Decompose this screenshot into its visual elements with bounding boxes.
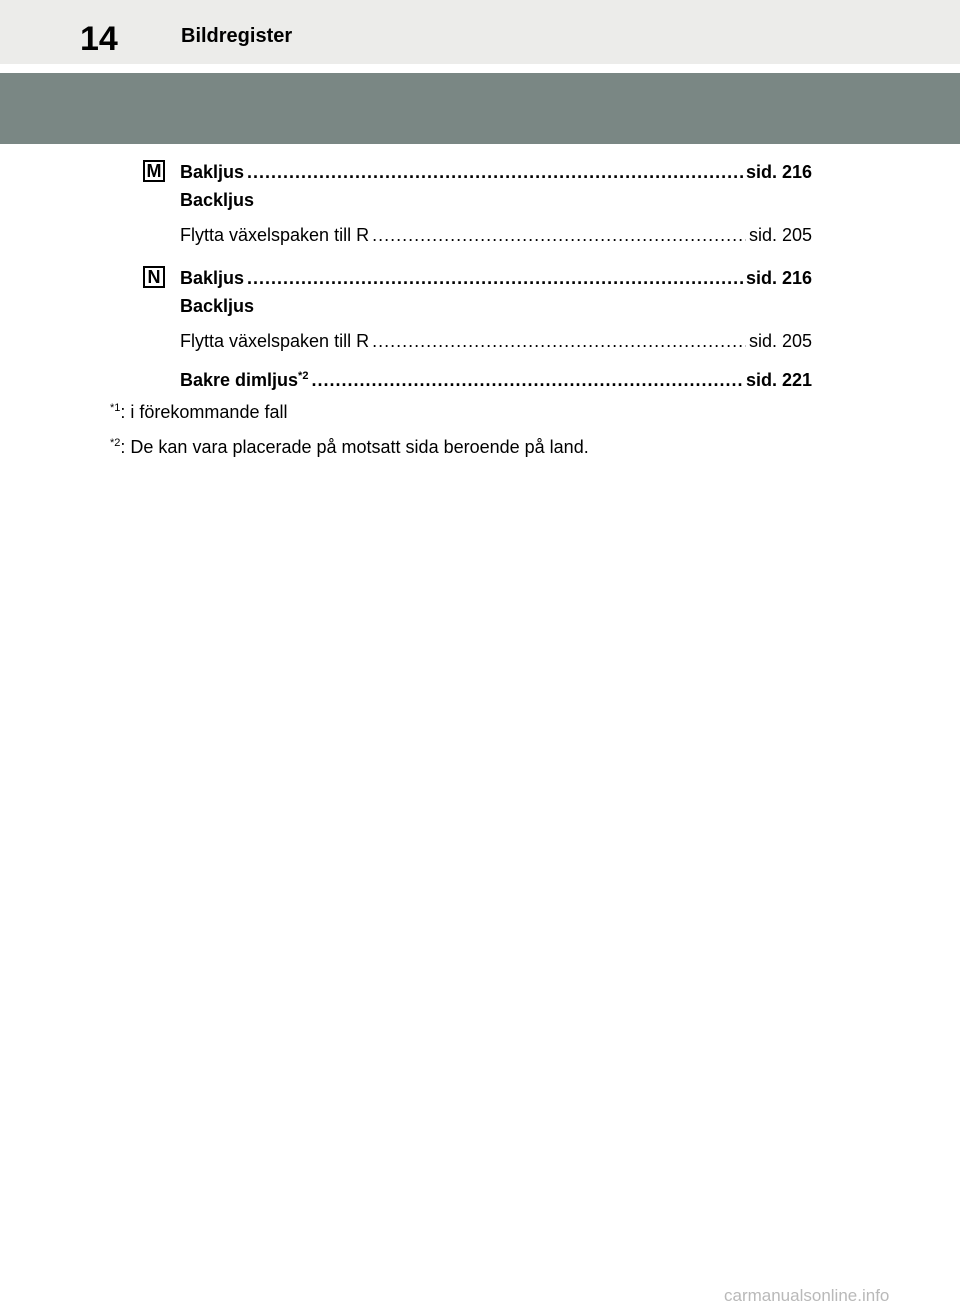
entry-page: sid. 221	[745, 370, 812, 390]
footnote-mark: *2	[110, 437, 121, 449]
index-entry[interactable]	[180, 224, 812, 246]
header-band	[0, 73, 960, 144]
footnote-ref: *2	[298, 370, 309, 382]
entry-label: Flytta växelspaken till R	[180, 225, 370, 245]
entry-page: sid. 216	[745, 268, 812, 288]
watermark: carmanualsonline.info	[724, 1286, 890, 1305]
dot-leader	[311, 369, 743, 391]
dot-leader	[247, 267, 743, 289]
entry-label: Bakljus	[180, 162, 245, 182]
dot-leader	[372, 330, 746, 352]
footnote	[110, 436, 589, 458]
entry-label: Bakre dimljus	[180, 370, 299, 390]
index-entry[interactable]	[180, 267, 812, 289]
footnote-text: : i förekommande fall	[120, 402, 288, 422]
index-entry[interactable]	[180, 369, 812, 391]
index-entry[interactable]	[180, 161, 812, 183]
index-group-heading: Backljus	[180, 190, 255, 210]
page-number: 14	[80, 20, 118, 58]
section-letter-n: N	[143, 266, 165, 288]
dot-leader	[372, 224, 746, 246]
section-title: Bildregister	[181, 25, 293, 47]
entry-page: sid. 216	[745, 162, 812, 182]
entry-label: Bakljus	[180, 268, 245, 288]
index-entry[interactable]	[180, 330, 812, 352]
footnote-mark: *1	[110, 402, 121, 414]
entry-label: Flytta växelspaken till R	[180, 331, 370, 351]
entry-page: sid. 205	[748, 331, 812, 351]
index-group-heading: Backljus	[180, 296, 255, 316]
entry-page: sid. 205	[748, 225, 812, 245]
section-letter-m: M	[143, 160, 165, 182]
page-header	[0, 0, 960, 64]
entry-label-with-note	[180, 369, 308, 391]
footnote	[110, 401, 287, 423]
footnote-text: : De kan vara placerade på motsatt sida beroende på land.	[120, 437, 589, 457]
dot-leader	[247, 161, 743, 183]
